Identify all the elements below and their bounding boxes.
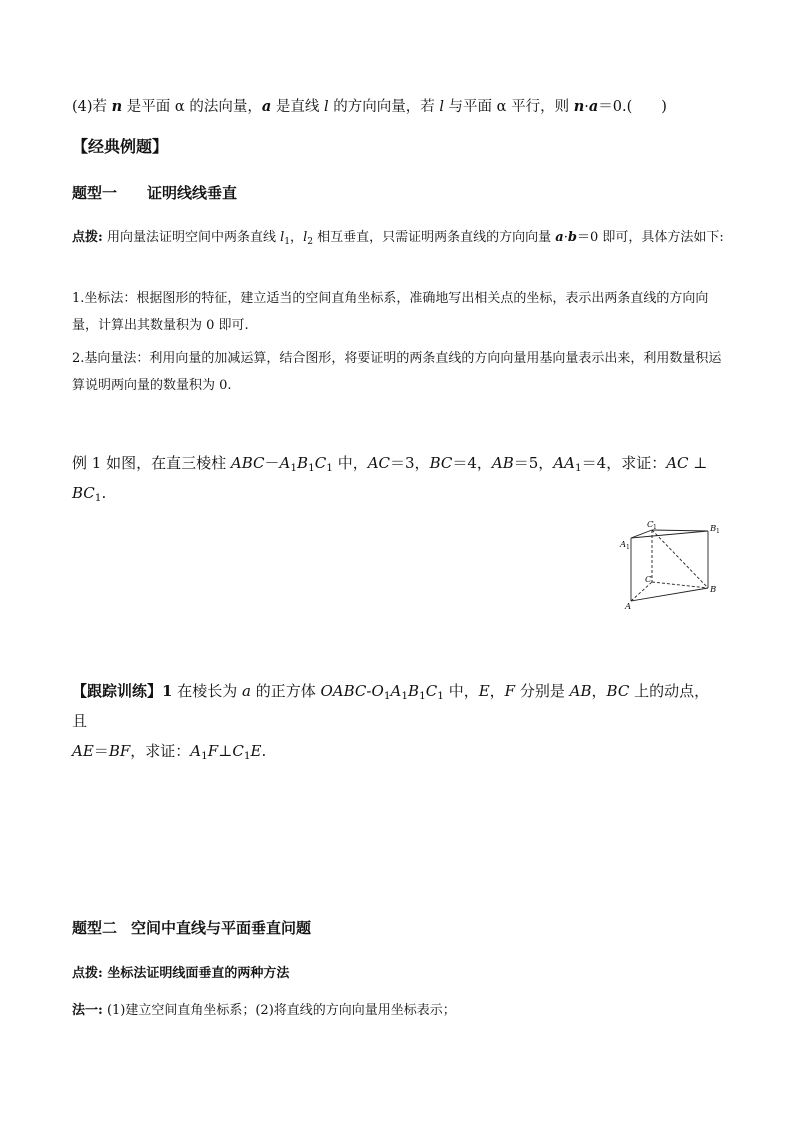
tip1-paragraph [72,224,724,251]
var-l: l [280,230,285,245]
dot: · [563,230,568,245]
var: A [390,682,402,700]
label-b: B [710,585,717,595]
text: ＝3， [390,454,430,472]
label-sub: 1 [716,528,720,535]
text: ＝0 即可，具体方法如下: [576,230,724,245]
text: 上的动点，且 [72,682,710,730]
text: . [101,484,107,502]
text: ＝4，求证： [581,454,667,472]
var: F [504,682,516,700]
subscript: 1 [401,690,409,702]
vector-a: a [555,230,564,245]
text: 的正方体 [250,682,321,700]
var: B [297,454,309,472]
vector-n: n [111,98,123,115]
vector-b: b [567,230,577,245]
method-2: 2.基向量法：利用向量的加减运算，结合图形，将要证明的两条直线的方向向量用基向量表示出来，利用数量积运算说明两向量的数量积为 0. [72,351,722,393]
label-c1: C [647,520,654,530]
var: AB [569,682,592,700]
text: - [366,682,372,700]
statement-4 [72,93,724,121]
var: BF [108,742,131,760]
label-sub: 1 [653,524,657,531]
method-one [72,997,724,1024]
subscript: 1 [284,237,291,247]
var: B [408,682,420,700]
subscript: 1 [574,462,582,474]
var: C [232,742,244,760]
text: 例 1 如图，在直三棱柱 [72,454,231,472]
text: 是直线 [271,99,324,115]
var: A [279,454,291,472]
follow-up-1 [72,676,724,766]
subscript: 1 [326,462,333,474]
text: 与平面 α 平行，则 [443,99,574,115]
method-1: 1.坐标法：根据图形的特征，建立适当的空间直角坐标系，准确地写出相关点的坐标，表示出两条直线的方向向量，计算出其数量积为 0 即可. [72,291,709,333]
text: 相互垂直，只需证明两条直线的方向向量 [313,230,556,245]
text: ＝0.( ) [598,99,667,115]
label-b1: B [710,524,717,534]
var: BC [72,484,95,502]
var: C [425,682,438,700]
subscript: 1 [290,462,298,474]
label-a1: A [620,540,627,550]
var: AC [666,454,689,472]
label-c: C [645,575,652,585]
text: ， [489,682,505,700]
text: ＝4， [452,454,492,472]
var: AE [72,742,94,760]
text: ， [290,230,304,245]
edge-a1b1 [631,531,708,538]
var: BC [606,682,630,700]
edge-bc1 [652,530,708,588]
var: A [190,742,202,760]
text: (4)若 [72,99,112,115]
var: AA [553,454,575,472]
var: O [371,682,384,700]
text: . [261,742,267,760]
type2-heading [72,917,724,938]
text: 分别是 [515,682,570,700]
text: 中， [332,454,368,472]
var-l: l [439,99,444,115]
follow-label: 【跟踪训练】1 [72,682,173,700]
type-label: 题型一 [72,184,118,202]
text: 中， [443,682,479,700]
subscript: 1 [437,690,444,702]
subscript: 1 [308,462,315,474]
var: BC [429,454,453,472]
var: OABC [320,682,367,700]
type-label: 题型二 [72,919,118,937]
label-sub: 1 [626,544,630,551]
var: AC [367,454,391,472]
text: 坐标法证明线面垂直的两种方法 [102,966,290,981]
example-1 [72,448,724,508]
text: (1)建立空间直角坐标系；(2)将直线的方向向量用坐标表示； [102,1003,456,1018]
label-a: A [625,602,632,612]
subscript: 2 [307,237,314,247]
edge-cb [652,582,708,588]
var: F [207,742,219,760]
subscript: 1 [419,690,426,702]
text: ，求证： [130,742,191,760]
perp-symbol: ⊥ [218,742,233,760]
vector-n: n [573,98,585,115]
var: E [478,682,490,700]
text: 的方向向量，若 [328,99,440,115]
tip-label: 点拨: [72,230,103,245]
text: － [264,454,280,472]
type1-heading [72,182,724,203]
text: 在棱长为 [172,682,242,700]
text: ＝5， [513,454,554,472]
var-l: l [303,230,308,245]
var-l: l [323,99,329,115]
var: ABC [230,454,265,472]
subscript: 1 [383,690,391,702]
subscript: 1 [201,750,208,762]
text: ， [591,682,607,700]
vector-a: a [588,98,599,115]
section-title: 【经典例题】 [72,137,169,156]
var: AB [491,454,514,472]
dot: · [584,99,589,115]
tip-label: 点拨: [72,966,103,981]
text: 是平面 α 的法向量， [122,99,262,115]
edge-c1b1 [652,530,708,531]
text: ＝ [93,742,109,760]
type-title: 证明线线垂直 [147,184,238,202]
var: E [250,742,262,760]
var: C [314,454,327,472]
text: ⊥ [688,454,708,472]
text: 用向量法证明空间中两条直线 [102,230,281,245]
var: a [242,682,251,700]
subscript: 1 [243,750,251,762]
vector-a: a [261,98,272,115]
type-title: 空间中直线与平面垂直问题 [131,919,312,937]
method-label: 法一: [72,1003,103,1018]
subscript: 1 [94,492,102,504]
prism-figure [612,516,728,616]
tip2-paragraph [72,960,724,987]
prism-diagram [612,516,728,616]
